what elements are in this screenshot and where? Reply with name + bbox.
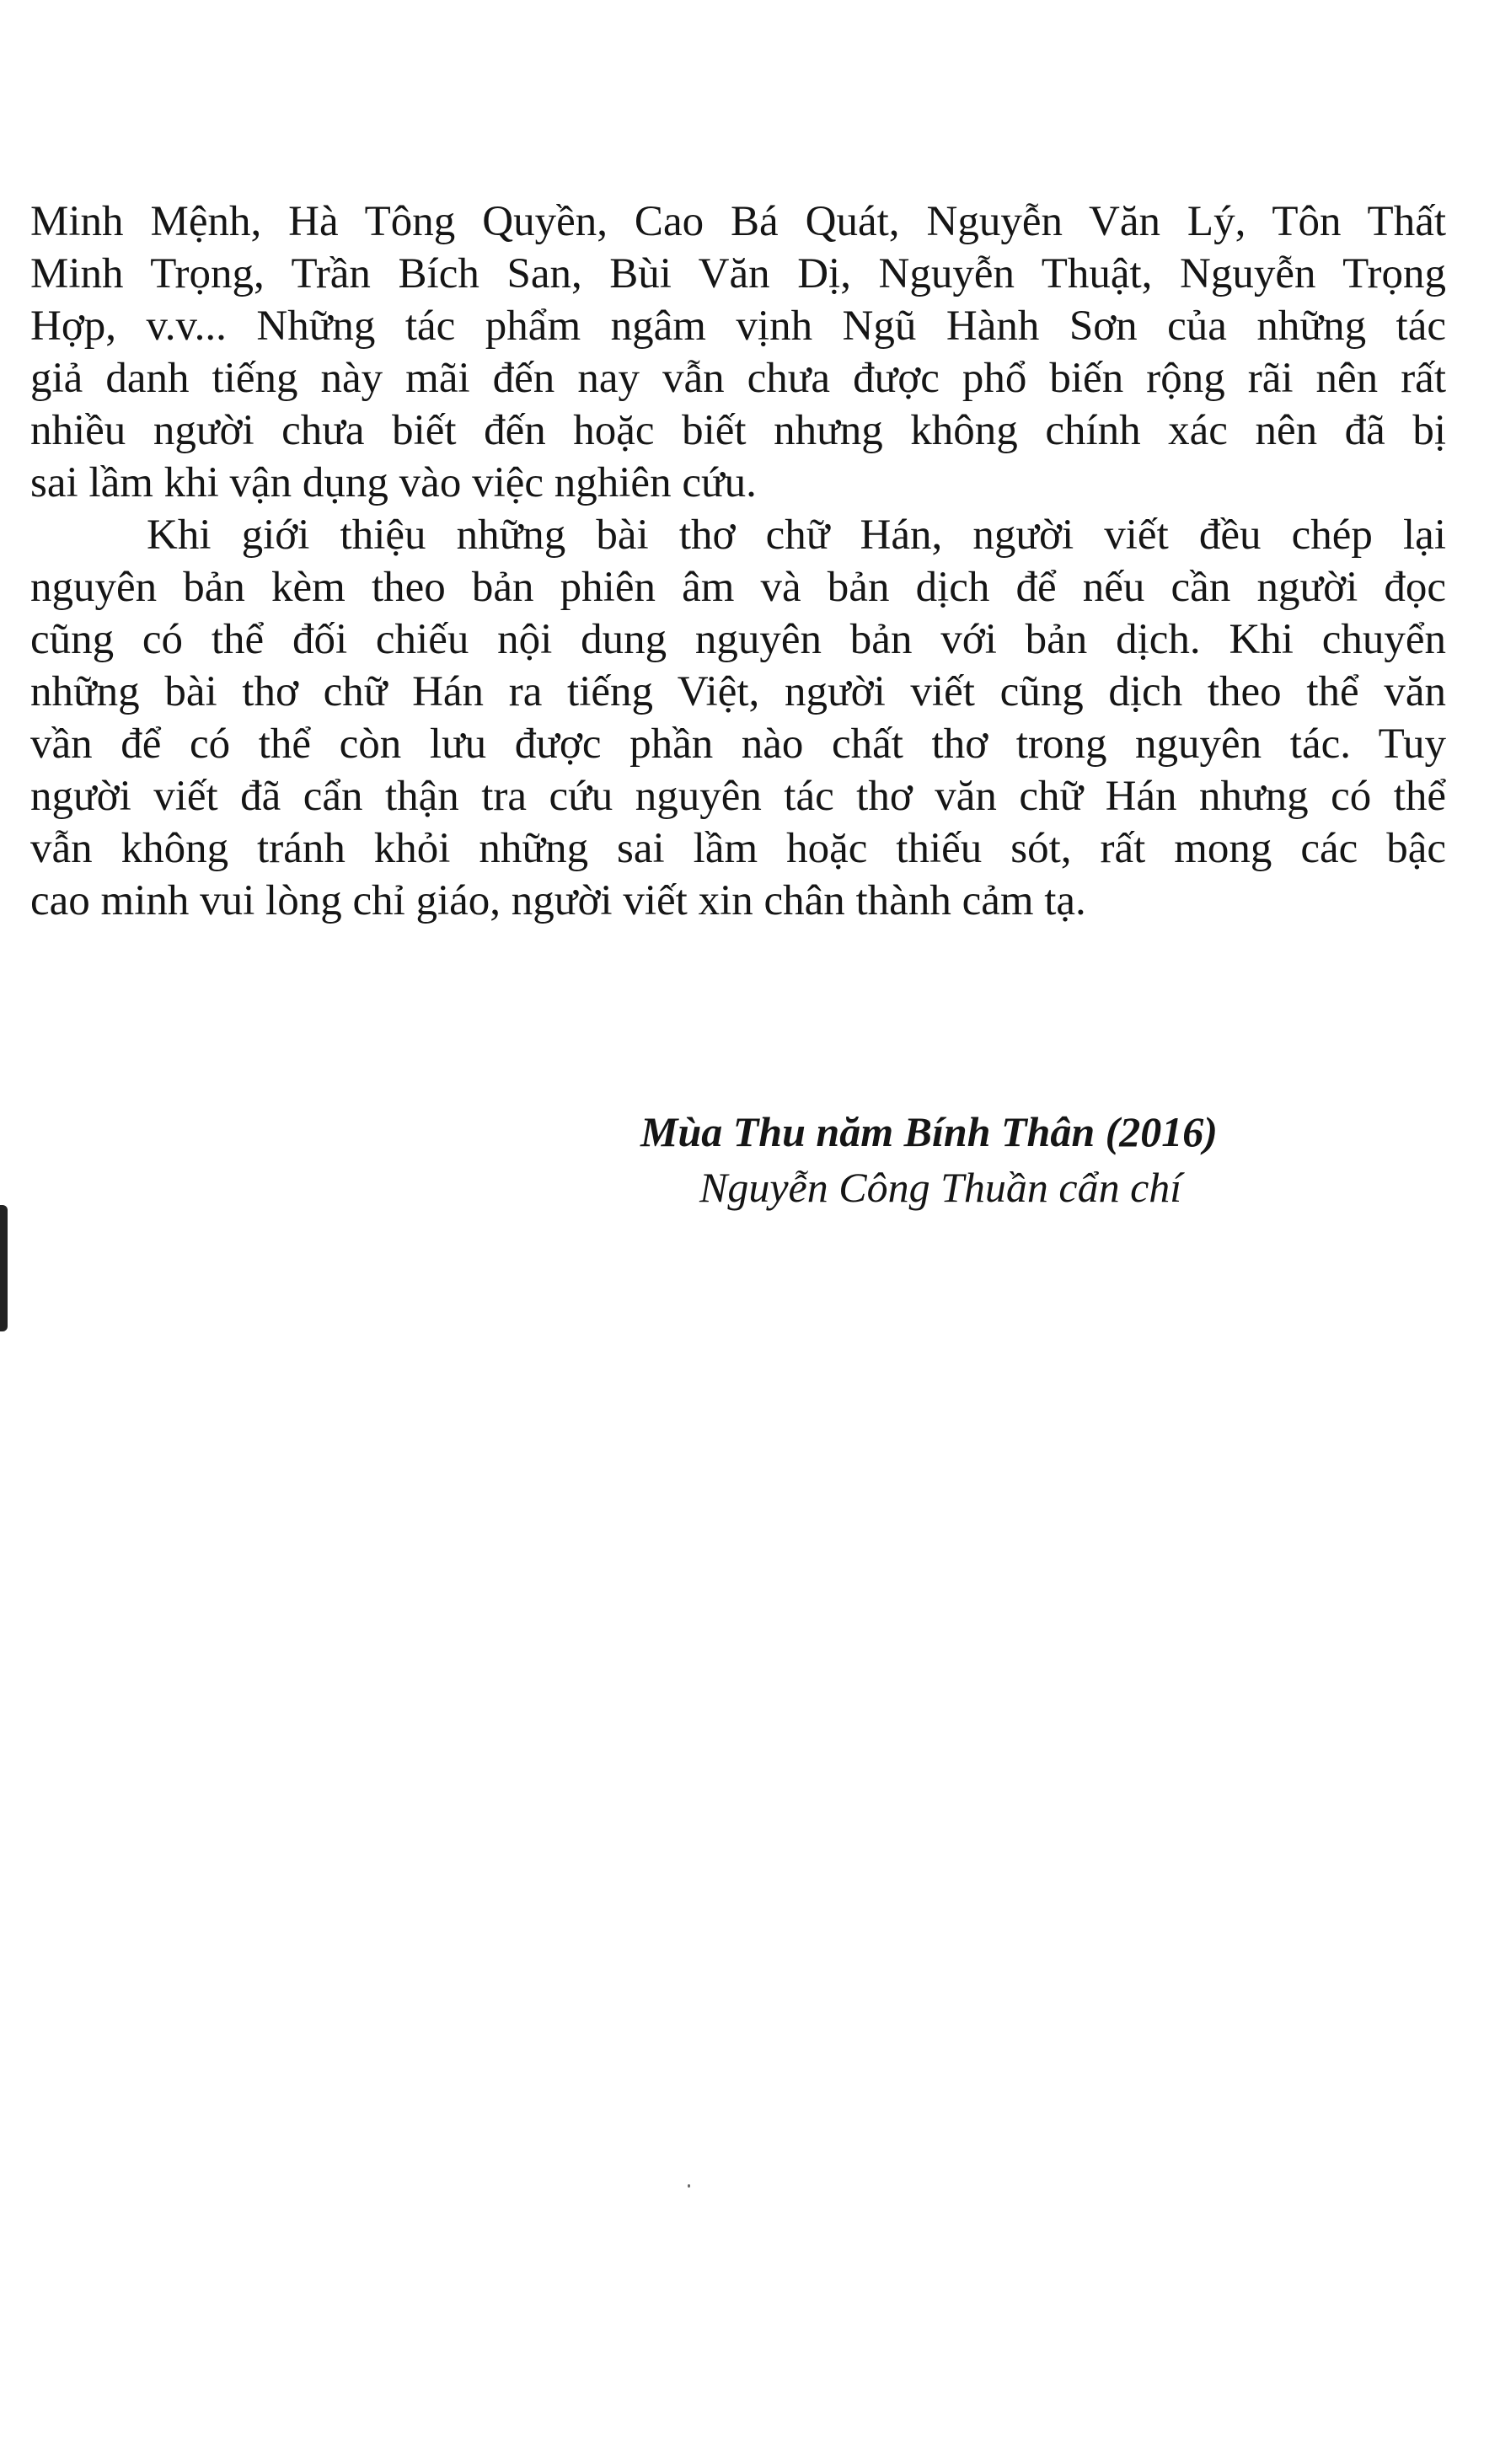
text-line: những bài thơ chữ Hán ra tiếng Việt, người viết cũng dịch theo thể văn [30,668,1446,715]
signature-block [640,1104,1218,1215]
text-line: sai lầm khi vận dụng vào việc nghiên cứu. [30,459,757,506]
text-line: vần để có thể còn lưu được phần nào chất thơ trong nguyên tác. Tuy [30,720,1446,768]
text-line: cũng có thể đối chiếu nội dung nguyên bản với bản dịch. Khi chuyển [30,616,1446,663]
paragraph-1 [30,196,1446,509]
text-line: nguyên bản kèm theo bản phiên âm và bản dịch để nếu cần người đọc [30,564,1446,611]
signature-date: Mùa Thu năm Bính Thân (2016) [640,1108,1218,1155]
signature-author: Nguyễn Công Thuần cẩn chí [699,1164,1182,1211]
text-line: Minh Trọng, Trần Bích San, Bùi Văn Dị, Nguyễn Thuật, Nguyễn Trọng [30,250,1446,297]
text-line: Hợp, v.v... Những tác phẩm ngâm vịnh Ngũ Hành Sơn của những tác [30,303,1446,350]
text-line: Minh Mệnh, Hà Tông Quyền, Cao Bá Quát, Nguyễn Văn Lý, Tôn Thất [30,198,1446,245]
text-line: giả danh tiếng này mãi đến nay vẫn chưa được phổ biến rộng rãi nên rất [30,355,1446,402]
text-line: nhiều người chưa biết đến hoặc biết nhưng không chính xác nên đã bị [30,407,1446,454]
text-line: cao minh vui lòng chỉ giáo, người viết xin chân thành cảm tạ. [30,877,1086,924]
text-line: người viết đã cẩn thận tra cứu nguyên tác thơ văn chữ Hán nhưng có thể [30,773,1446,820]
page-edge-mark [0,1205,8,1331]
text-line: Khi giới thiệu những bài thơ chữ Hán, người viết đều chép lại [147,512,1446,559]
paragraph-2 [30,509,1446,927]
text-line: vẫn không tránh khỏi những sai lầm hoặc thiếu sót, rất mong các bậc [30,825,1446,872]
scan-speck [688,2184,690,2188]
body-text [30,196,1446,927]
